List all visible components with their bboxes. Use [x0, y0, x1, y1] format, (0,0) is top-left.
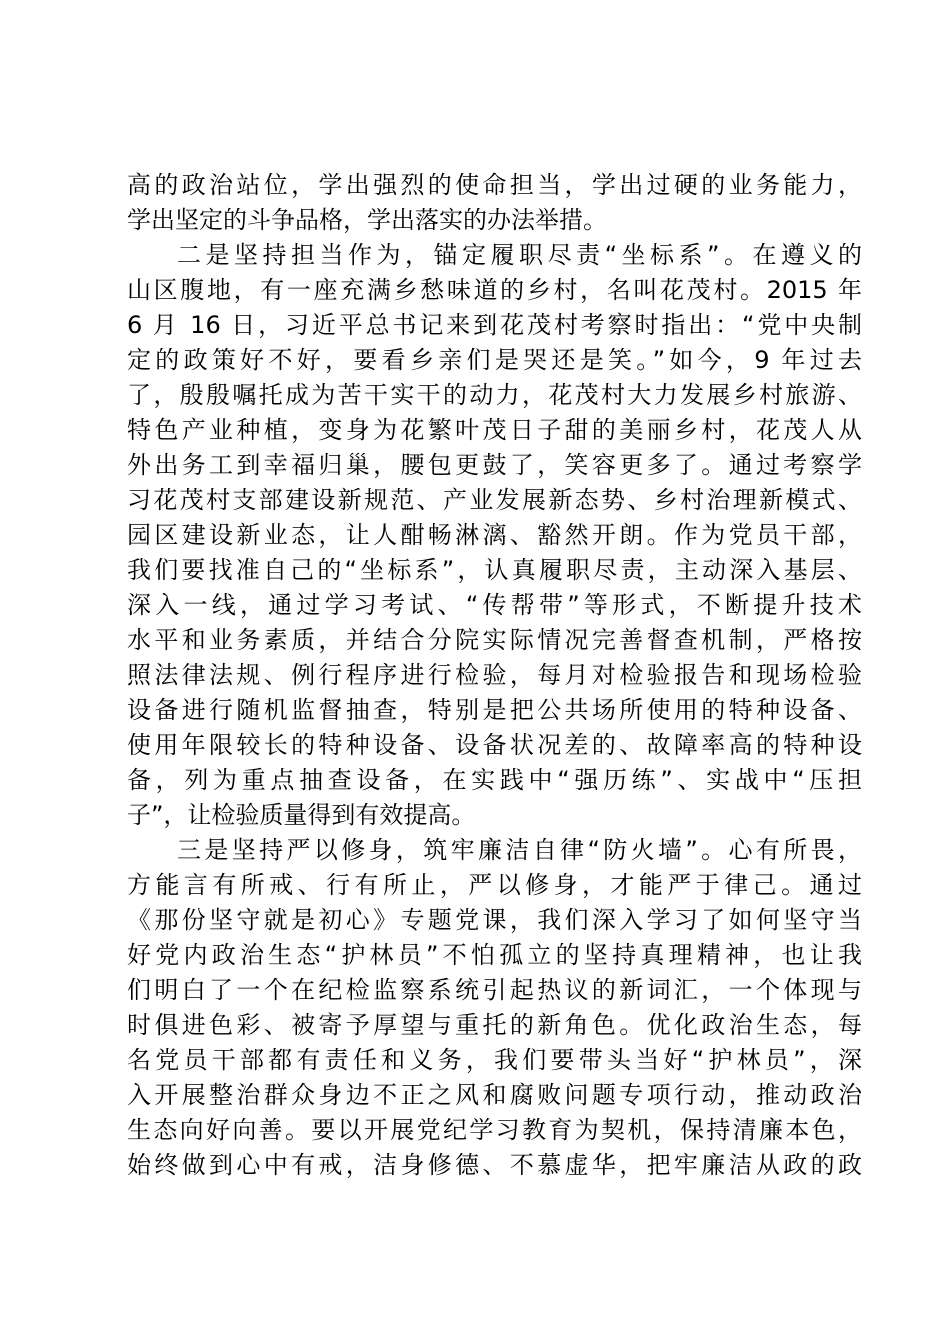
text-line: 们明白了一个在纪检监察系统引起热议的新词汇，一个体现与: [127, 976, 862, 1004]
text-line: 始终做到心中有戒，洁身修德、不慕虚华，把牢廉洁从政的政: [127, 1151, 862, 1179]
text-line: 定的政策好不好，要看乡亲们是哭还是笑。”如今，9 年过去: [127, 346, 862, 374]
text-line: 了，殷殷嘱托成为苦干实干的动力，花茂村大力发展乡村旅游、: [127, 381, 862, 409]
text-line: 使用年限较长的特种设备、设备状况差的、故障率高的特种设: [127, 731, 862, 759]
text-line: 入开展整治群众身边不正之风和腐败问题专项行动，推动政治: [127, 1081, 862, 1109]
text-line: 高的政治站位，学出强烈的使命担当，学出过硬的业务能力，: [127, 171, 862, 199]
text-line: 三是坚持严以修身，筑牢廉洁自律“防火墙”。心有所畏，: [177, 836, 862, 864]
document-body: [127, 168, 862, 1183]
text-line: 时俱进色彩、被寄予厚望与重托的新角色。优化政治生态，每: [127, 1011, 862, 1039]
text-line: 《那份坚守就是初心》专题党课，我们深入学习了如何坚守当: [127, 906, 862, 934]
text-line: 备，列为重点抽查设备，在实践中“强历练”、实战中“压担: [127, 766, 862, 794]
text-line: 设备进行随机监督抽查，特别是把公共场所使用的特种设备、: [127, 696, 862, 724]
text-line: 学出坚定的斗争品格，学出落实的办法举措。: [127, 206, 607, 234]
text-line: 园区建设新业态，让人酣畅淋漓、豁然开朗。作为党员干部，: [127, 521, 862, 549]
text-line: 名党员干部都有责任和义务，我们要带头当好“护林员”，深: [127, 1046, 862, 1074]
text-line: 深入一线，通过学习考试、“传帮带”等形式，不断提升技术: [127, 591, 862, 619]
text-line: 生态向好向善。要以开展党纪学习教育为契机，保持清廉本色，: [127, 1116, 862, 1144]
text-line: 山区腹地，有一座充满乡愁味道的乡村，名叫花茂村。2015 年: [127, 276, 862, 304]
text-line: 特色产业种植，变身为花繁叶茂日子甜的美丽乡村，花茂人从: [127, 416, 862, 444]
text-line: 6 月 16 日，习近平总书记来到花茂村考察时指出：“党中央制: [127, 311, 862, 339]
text-line: 水平和业务素质，并结合分院实际情况完善督查机制，严格按: [127, 626, 862, 654]
text-line: 子”，让检验质量得到有效提高。: [127, 801, 476, 829]
text-line: 外出务工到幸福归巢，腰包更鼓了，笑容更多了。通过考察学: [127, 451, 862, 479]
text-line: 习花茂村支部建设新规范、产业发展新态势、乡村治理新模式、: [127, 486, 862, 514]
text-line: 方能言有所戒、行有所止，严以修身，才能严于律己。通过: [127, 871, 862, 899]
text-line: 我们要找准自己的“坐标系”，认真履职尽责，主动深入基层、: [127, 556, 862, 584]
text-line: 好党内政治生态“护林员”不怕孤立的坚持真理精神，也让我: [127, 941, 862, 969]
text-line: 照法律法规、例行程序进行检验，每月对检验报告和现场检验: [127, 661, 862, 689]
text-line: 二是坚持担当作为，锚定履职尽责“坐标系”。在遵义的: [177, 241, 862, 269]
